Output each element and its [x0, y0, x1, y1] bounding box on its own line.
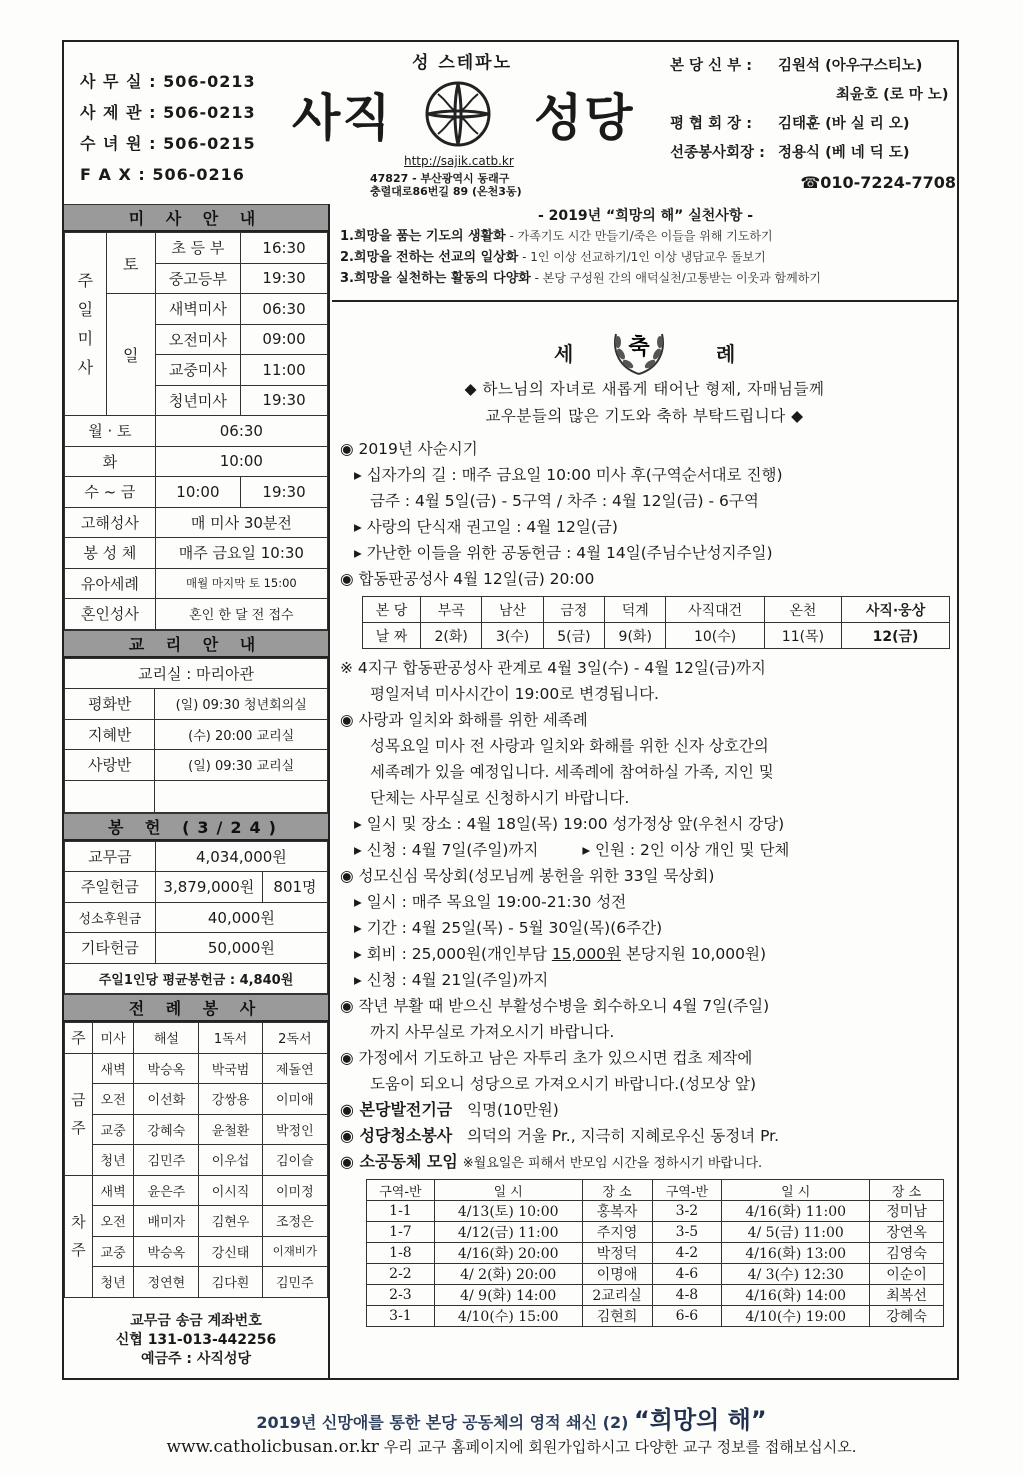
confession-heading: ◉ 합동판공성사 4월 12일(금) 20:00	[340, 570, 595, 588]
table-row: 혼인성사 혼인 한 달 전 접수	[65, 599, 328, 630]
table-row: 구역-반 일 시 장 소 구역-반 일 시 장 소	[367, 1180, 944, 1201]
diocese-url[interactable]: www.catholicbusan.or.kr	[166, 1437, 379, 1457]
marian-heading: ◉ 성모신심 묵상회(성모님께 봉헌을 위한 33일 묵상회)	[340, 867, 715, 885]
contact-list	[80, 66, 256, 190]
baptism-celebration: 세 축 례	[340, 316, 949, 376]
table-row: 수 ~ 금 10:00 19:30	[65, 477, 328, 508]
table-row: 화 10:00	[65, 446, 328, 477]
right-column	[332, 204, 957, 1380]
table-row	[65, 780, 328, 812]
header	[64, 42, 957, 202]
footer-diocese: www.catholicbusan.or.kr 우리 교구 홈페이지에 회원가입하시고 다양한 교구 정보를 접해보십시오.	[166, 1437, 857, 1457]
left-column	[64, 204, 330, 1380]
news-section: 세 축 례 ◆ 하느님의 자녀로 새롭게 태어난 형제, 자매님들께 교우분들의 많은 기도와 축하 부탁드립니다 ◆ ◉ 2019년 사순시기 ▸ 십자가의 길 : 매주 금요일 10:00 미사 후(구역순서대로 진행) 금주 : 4월 5일(금) - 5구역 / 차주 : 4월 12일(금) - 6구역 ▸ 사랑의 단식재 권고일 : 4월 12일(금) ▸ 가난한 이들을 위한 공동헌금 : 4월 14일(주님수난성지주일) ◉ 합동판공성사 4월 12일(금) 20:00 본 당 부곡 남산 금정 덕계 사직대건 온천 사직·웅상 날 짜 2(화) 3(수) 5(금) 9(화) 10(수) 11(목) 12(금) ※ 4지구 합동판공성사 관계로 4월 3일(수) - 4월 12일(금)까지 평일저녁 미사시간이 19:00로 변경됩니다. ◉ 사랑과 일치와 화해를 위한 세족례 성목요일 미사 전 사랑과 일치와 화해를 위한 신자 상호간의 세족례가 있을 예정입니다. 세족례에 참여하실 가족, 지인 및 단체는 사무실로 신청하시기 바랍니다. ▸ 일시 및 장소 : 4월 18일(목) 19:00 성가정상 앞(우천시 강당) ▸ 신청 : 4월 7일(주일)까지 ▸ 인원 : 2인 이상 개인 및 단체 ◉ 성모신심 묵상회(성모님께 봉헌을 위한 33일 묵상회) ▸ 일시 : 매주 목요일 19:00-21:30 성전 ▸ 기간 : 4월 25일(목) - 5월 30일(목)(6주간) ▸ 회비 : 25,000원(개인부담 15,000원 본당지원 10,000원) ▸ 신청 : 4월 21일(주일)까지 ◉ 작년 부활 때 받으신 부활성수병을 회수하오니 4월 7일(주일) 까지 사무실로 가져오시기 바랍니다. ◉ 가정에서 기도하고 남은 자투리 초가 있으시면 컵초 제작에 도움이 되오니 성당으로 가져오시기 바랍니다.(성모상 앞) ◉ 본당발전기금 익명(10만원) ◉ 성당청소봉사 의덕의 거울 Pr., 지극히 지혜로우신 동정녀 Pr. ◉ 소공동체 모임 ※월요일은 피해서 반모임 시간을 정하시기 바랍니다. 구역-반 일 시 장 소 구역-반 일 시 장 소 1-1 4/13(토) 10:00 홍복자 3-2 4/16(화) 11:00 정미남 1-7 4/12(금) 11:00 주지영 3-5 4/ 5(금) 11:00 장연옥 1-8 4/16(화) 20:00 박정덕 4-2 4/16(화) 13:00 김영숙 2-2 4/ 2(화) 20:00 이명애 4-6 4/ 3(수) 12:30 이순이 2-3 4/ 9(화) 14:00 2교리실 4-8 4/16(화) 14:00 최복선 3-1 4/10(수) 15:00 김현희 6-6 4/10(수) 19:00 강혜숙	[332, 302, 957, 1327]
saturday-label: 토	[106, 233, 155, 294]
table-row: 평화반 (일) 09:30 청년회의실	[65, 689, 328, 720]
wreath-icon	[608, 316, 670, 378]
baptism-message: ◆ 하느님의 자녀로 새롭게 태어난 형제, 자매님들께 교우분들의 많은 기도와 축하 부탁드립니다 ◆	[464, 380, 825, 425]
small-group-table	[366, 1179, 944, 1327]
table-row: 1-7 4/12(금) 11:00 주지영 3-5 4/ 5(금) 11:00 장연옥	[367, 1222, 944, 1243]
table-row: 교중미사 11:00	[65, 355, 328, 386]
staff-council-president: 평 협 회 장 : 김태훈 (바 실 리 오)	[670, 116, 910, 132]
catechism-title: 교 리 안 내	[64, 630, 328, 658]
table-row: 교무금 4,034,000원	[65, 841, 328, 872]
table-row: 중고등부 19:30	[65, 263, 328, 294]
table-row: 주일헌금 3,879,000원 801명	[65, 872, 328, 903]
table-row: 주일미사 토 초 등 부 16:30	[65, 233, 328, 264]
table-row: 유아세례 매월 마지막 토 15:00	[65, 568, 328, 599]
parish-logo-icon	[424, 80, 492, 148]
sunday-label: 일	[106, 294, 155, 416]
table-row: 청년 김민주 이우섭 김이슬	[65, 1145, 328, 1176]
mass-schedule-table	[64, 232, 328, 630]
table-row: 성소후원금 40,000원	[65, 902, 328, 933]
offering-table	[64, 841, 328, 995]
offering-average: 주일1인당 평균봉헌금 : 4,840원	[65, 963, 328, 994]
parish-url[interactable]: http://sajik.catb.kr	[404, 154, 514, 168]
practice-section	[332, 204, 957, 302]
table-row: 고해성사 매 미사 30분전	[65, 507, 328, 538]
confession-table	[362, 596, 950, 649]
table-row	[65, 658, 328, 689]
parish-title-right: 성당	[534, 89, 635, 147]
practice-item: 1.희망을 품는 기도의 생활화 - 가족기도 시간 만들기/죽은 이들을 위해 기도하기	[340, 229, 773, 244]
table-row	[65, 963, 328, 994]
staff-pastor: 본 당 신 부 : 김원석 (아우구스티노)	[670, 58, 923, 74]
table-row: 주 미사 해설 1독서 2독서	[65, 1023, 328, 1054]
table-row: 오전 배미자 김현우 조정은	[65, 1206, 328, 1237]
contact-fax: F A X : 506-0216	[80, 165, 245, 184]
table-row: 월 · 토 06:30	[65, 416, 328, 447]
table-row: 교중 박승옥 강신태 이재비가	[65, 1236, 328, 1267]
table-row: 일 새벽미사 06:30	[65, 294, 328, 325]
svg-text:축: 축	[628, 335, 650, 360]
table-row: 교중 강혜숙 윤철환 박정인	[65, 1114, 328, 1145]
table-row: 금주 새벽 박승옥 박국범 제돌연	[65, 1053, 328, 1084]
practice-title: - 2019년 “희망의 해” 실천사항 -	[537, 208, 754, 224]
table-row: 지혜반 (수) 20:00 교리실	[65, 719, 328, 750]
table-row: 봉 성 체 매주 금요일 10:30	[65, 538, 328, 569]
table-row: 3-1 4/10(수) 15:00 김현희 6-6 4/10(수) 19:00 강혜숙	[367, 1306, 944, 1327]
staff-assistant: 최윤호 (로 마 노)	[836, 87, 949, 103]
parish-address: 47827 - 부산광역시 동래구 충렬대로86번길 89 (온천3동)	[370, 172, 522, 198]
staff-list	[670, 52, 960, 197]
mass-schedule-title: 미 사 안 내	[64, 204, 328, 232]
contact-convent: 수 녀 원 : 506-0215	[80, 134, 256, 153]
lent-heading: ◉ 2019년 사순시기	[340, 440, 478, 458]
table-row: 2-3 4/ 9(화) 14:00 2교리실 4-8 4/16(화) 14:00 최복선	[367, 1285, 944, 1306]
table-row: 2-2 4/ 2(화) 20:00 이명애 4-6 4/ 3(수) 12:30 이순이	[367, 1264, 944, 1285]
table-row: 1-8 4/16(화) 20:00 박정덕 4-2 4/16(화) 13:00 김영숙	[367, 1243, 944, 1264]
catechism-table	[64, 658, 328, 813]
table-row: 본 당 부곡 남산 금정 덕계 사직대건 온천 사직·웅상	[363, 597, 950, 623]
table-row: 청년미사 19:30	[65, 385, 328, 416]
practice-item: 3.희망을 실천하는 활동의 다양화 - 본당 구성원 간의 애덕실천/고통받는 이웃과 함께하기	[340, 271, 821, 286]
table-row: 기타헌금 50,000원	[65, 933, 328, 964]
table-row: 차주 새벽 윤은주 이시직 이미정	[65, 1175, 328, 1206]
table-row: 오전 이선화 강쌍용 이미애	[65, 1084, 328, 1115]
contact-rectory: 사 제 관 : 506-0213	[80, 103, 256, 122]
contact-office: 사 무 실 : 506-0213	[80, 72, 256, 91]
catechism-room: 교리실 : 마리아관	[65, 658, 328, 689]
phone-number: ☎010-7224-7708	[800, 173, 956, 192]
parish-title-block	[292, 44, 652, 202]
washing-heading: ◉ 사랑과 일치와 화해를 위한 세족례	[340, 711, 588, 729]
table-row: 1-1 4/13(토) 10:00 홍복자 3-2 4/16(화) 11:00 정미남	[367, 1201, 944, 1222]
liturgy-table	[64, 1022, 328, 1298]
table-row: 날 짜 2(화) 3(수) 5(금) 9(화) 10(수) 11(목) 12(금)	[363, 623, 950, 649]
staff-funeral-president: 선종봉사회장 : 정용식 (베 네 딕 도)	[670, 145, 910, 161]
parish-patron: 성 스테파노	[412, 53, 513, 73]
liturgy-title: 전 례 봉 사	[64, 994, 328, 1022]
sunday-mass-label: 주일미사	[65, 233, 107, 416]
offering-title: 봉 헌 (3/24)	[64, 813, 328, 841]
table-row: 오전미사 09:00	[65, 324, 328, 355]
table-row: 청년 정연현 김다흰 김민주	[65, 1267, 328, 1298]
bulletin-frame	[62, 40, 959, 1380]
table-row: 사랑반 (일) 09:30 교리실	[65, 750, 328, 781]
practice-item: 2.희망을 전하는 선교의 일상화 - 1인 이상 선교하기/1인 이상 냉담교우 돌보기	[340, 250, 766, 265]
footer-motto: 2019년 신망애를 통한 본당 공동체의 영적 쇄신 (2) “희망의 해”	[256, 1406, 767, 1434]
account-info: 교무금 송금 계좌번호 신협 131-013-442256 예금주 : 사직성당	[115, 1312, 277, 1367]
parish-title-left: 사직	[292, 89, 393, 147]
